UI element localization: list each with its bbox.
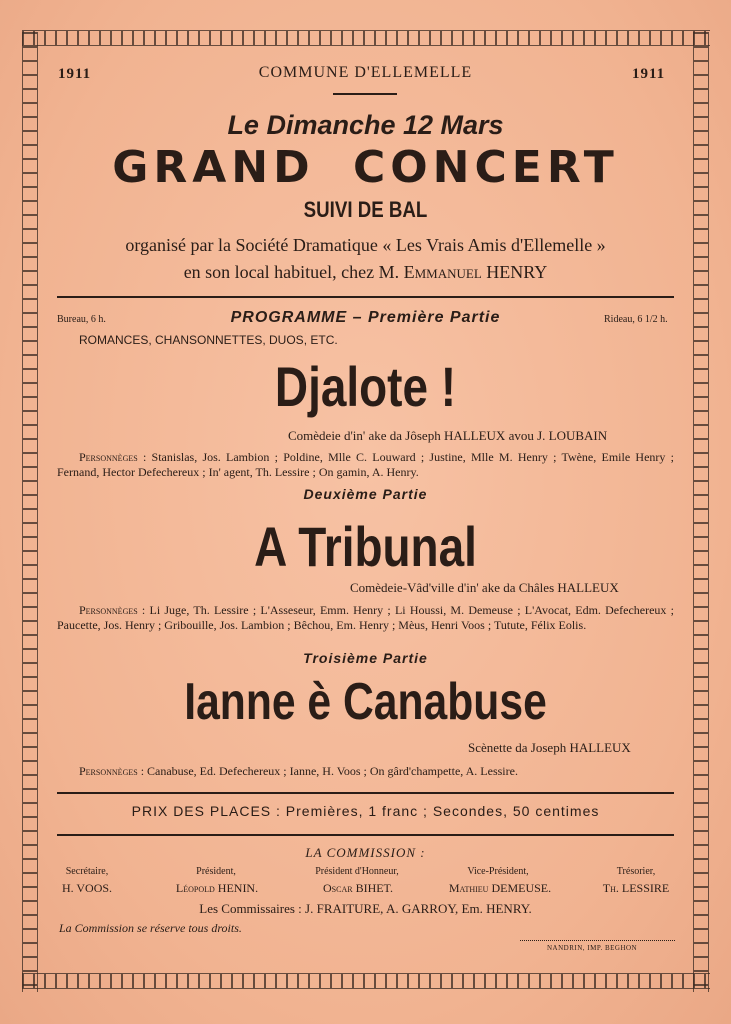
- event-subtitle: SUIVI DE BAL: [303, 197, 428, 222]
- rights-notice: La Commission se réserve tous droits.: [59, 921, 242, 935]
- event-date: Le Dimanche 12 Mars: [227, 110, 504, 140]
- cast-list: [57, 764, 674, 779]
- play-title-ianne: Ianne è Canabuse: [184, 673, 547, 731]
- divider-rule: [57, 296, 674, 298]
- member-role: Président,: [196, 866, 236, 877]
- member-name: Léopold HENIN.: [175, 881, 259, 895]
- member-name: H. VOOS.: [61, 881, 113, 895]
- organizer-line: organisé par la Société Dramatique « Les Vrais Amis d'Ellemelle »: [125, 235, 606, 255]
- commune-heading: COMMUNE D'ELLEMELLE: [258, 64, 473, 81]
- member-role: Vice-Président,: [467, 866, 529, 877]
- cast-list: [57, 450, 674, 480]
- event-title: GRAND CONCERT: [112, 142, 619, 193]
- ornamental-border-bottom: [22, 973, 710, 989]
- part-heading: Deuxième Partie: [303, 486, 428, 502]
- member-role: Trésorier,: [616, 866, 656, 877]
- rideau-time: Rideau, 6 1/2 h.: [604, 314, 668, 325]
- member-role: Secrétaire,: [65, 866, 109, 877]
- programme-intro: ROMANCES, CHANSONNETTES, DUOS, ETC.: [79, 333, 338, 347]
- programme-heading: PROGRAMME – Première Partie: [230, 309, 501, 326]
- year-left: 1911: [58, 66, 92, 82]
- cast-text: : Li Juge, Th. Lessire ; L'Asseseur, Emm. Henry ; Li Houssi, M. Demeuse ; L'Avocat, Edm. Defechereux ; Paucette, Jos. Henry ; Gribouille, Jos. Lambion ; Bêchou, Em. Henry ; Mèus, Henri Voos ; Tutute, Félix Eolis.: [57, 603, 674, 632]
- member-name: Mathieu DEMEUSE.: [448, 881, 552, 895]
- ornamental-border-top: [22, 30, 710, 46]
- header-divider: [333, 93, 397, 95]
- member-role: Président d'Honneur,: [315, 866, 399, 877]
- cast-list: [57, 603, 674, 633]
- divider-rule: [57, 834, 674, 836]
- cast-text: : Stanislas, Jos. Lambion ; Poldine, Mlle C. Louward ; Justine, Mlle M. Henry ; Twène, Emile Henry ; Fernand, Hector Defechereux ; In' agent, Th. Lessire ; On gamin, A. Henry.: [57, 450, 674, 479]
- divider-rule: [57, 792, 674, 794]
- printer-imprint: NANDRIN, IMP. BEGHON: [547, 944, 638, 952]
- cast-text: : Canabuse, Ed. Defechereux ; Ianne, H. Voos ; On gârd'champette, A. Lessire.: [140, 764, 518, 778]
- bureau-time: Bureau, 6 h.: [57, 314, 106, 325]
- cast-label: Personnèges: [79, 764, 138, 778]
- cast-label: Personnèges: [79, 450, 138, 464]
- commissaires-line: Les Commissaires : J. FRAITURE, A. GARROY, Em. HENRY.: [199, 901, 532, 916]
- cast-label: Personnèges: [79, 603, 138, 617]
- play-credit: Scènette da Joseph HALLEUX: [468, 740, 631, 755]
- play-credit: Comèdeie-Vâd'ville d'in' ake da Châles HALLEUX: [350, 580, 619, 595]
- play-title-djalote: Djalote !: [274, 355, 457, 418]
- member-name: Th. LESSIRE: [602, 881, 670, 895]
- member-name: Oscar BIHET.: [323, 881, 393, 895]
- commission-heading: LA COMMISSION :: [305, 845, 426, 860]
- printer-divider: [520, 940, 675, 941]
- play-title-tribunal: A Tribunal: [254, 515, 477, 578]
- year-right: 1911: [632, 66, 666, 82]
- venue-last-name: HENRY: [481, 262, 548, 282]
- ticket-prices: PRIX DES PLACES : Premières, 1 franc ; Secondes, 50 centimes: [131, 803, 600, 819]
- venue-prefix: en son local habituel, chez M.: [183, 262, 404, 282]
- part-heading: Troisième Partie: [303, 650, 428, 666]
- venue-line: [0, 262, 731, 283]
- play-credit: Comèdeie d'in' ake da Jôseph HALLEUX avou J. LOUBAIN: [288, 428, 608, 443]
- venue-first-name: Emmanuel: [403, 262, 482, 282]
